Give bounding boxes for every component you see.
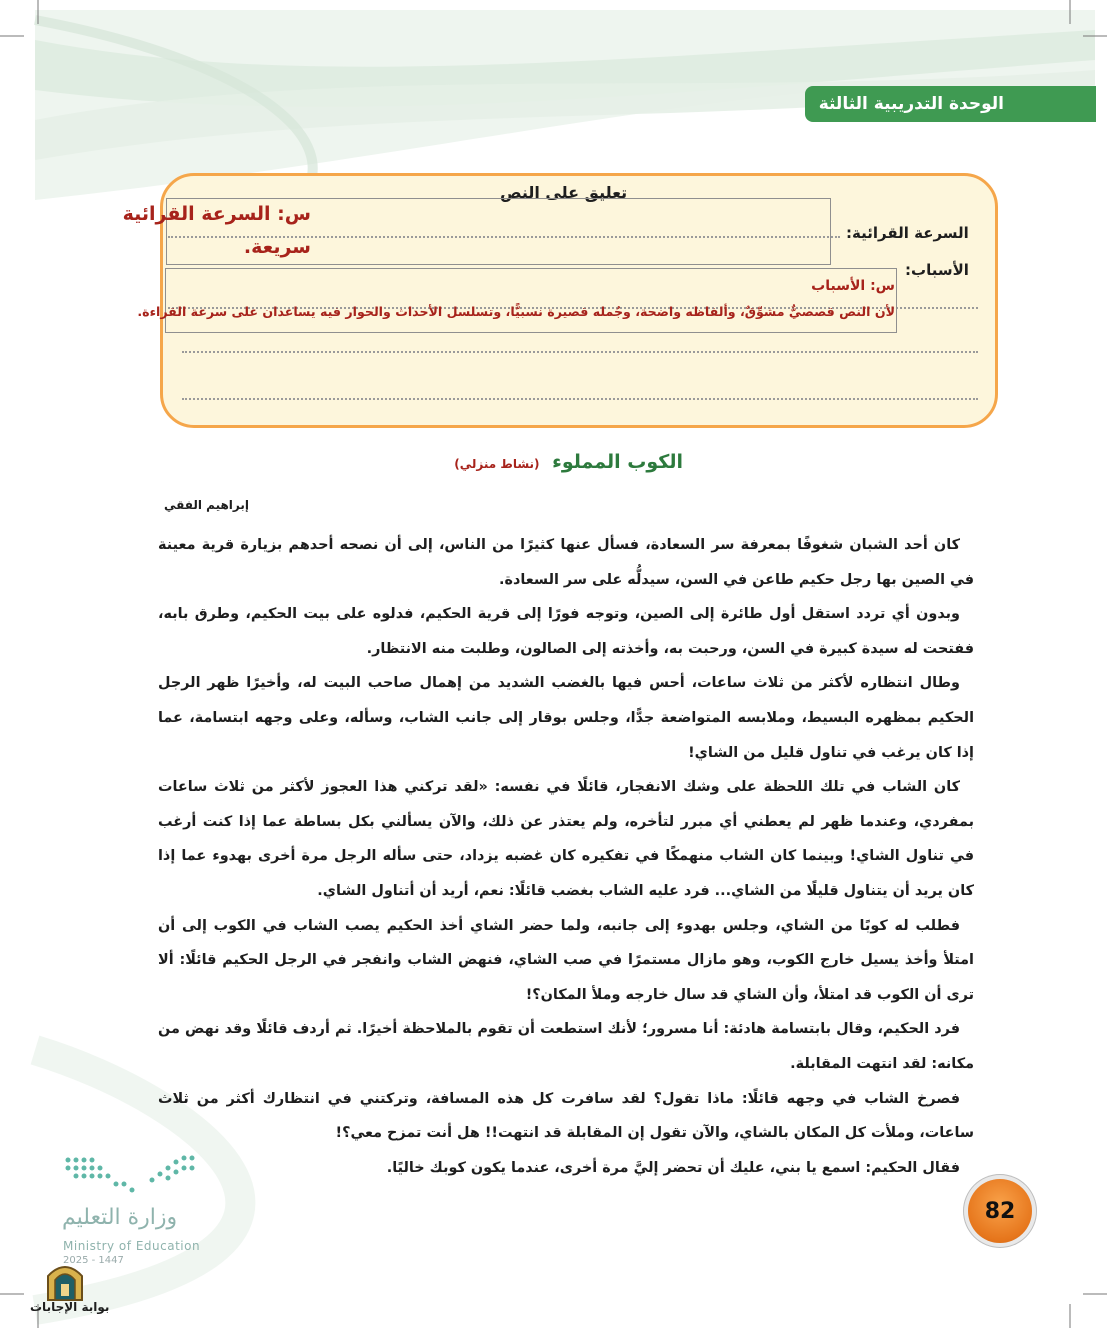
ministry-year: 2025 - 1447: [63, 1255, 124, 1266]
ministry-name-ar: وزارة التعليم: [62, 1205, 178, 1230]
dotted-line: [182, 351, 978, 353]
story-paragraph: كان الشاب في تلك اللحظة على وشك الانفجار، قائلًا في نفسه: «لقد تركني هذا العجوز لأكثر من ثلاث ساعات بمفردي، وعندما ظهر لم يعطني أي مبرر لتأخره، ولم يعتذر عن ذلك، والآن يسألني بكل بساطة عما إذا كنت أرغب في تناول الشاي! وبينما كان الشاب منهمكًا في تفكيره كان غضبه يزداد، حتى سأله الرجل مرة أخرى بهدوء عما إذا كان يريد أن يتناول قليلًا من الشاي... فرد عليه الشاب بغضب قائلًا: نعم، أريد أن أتناول الشاي.: [158, 779, 974, 899]
story-author: إبراهيم الفقي: [163, 498, 249, 512]
answer-speed-answer: سريعة.: [243, 236, 311, 258]
page-number: 82: [984, 1198, 1016, 1224]
page-number-badge: [968, 1179, 1032, 1243]
answers-gate-logo-icon: [44, 1258, 86, 1302]
unit-title-banner: [805, 86, 1096, 122]
story-paragraph: فصرخ الشاب في وجهه قائلًا: ماذا تقول؟ لقد سافرت كل هذه المسافة، وتركتني في انتظارك أكثر من ثلاث ساعات، وملأت كل المكان بالشاي، والآن تقول إن المقابلة قد انتهت!! هل أنت تمزح معي؟!: [158, 1090, 974, 1142]
story-title: الكوب المملوء: [552, 451, 683, 473]
answer-reasons-question: س: الأسباب: [811, 278, 895, 294]
answer-speed-question: س: السرعة القرائية: [122, 203, 311, 225]
unit-title: الوحدة التدريبية الثالثة: [818, 94, 1004, 114]
story-paragraph: فطلب له كوبًا من الشاي، وجلس بهدوء إلى جانبه، ولما حضر الشاي أخذ الحكيم يصب الشاب في الكوب إلى أن امتلأ وأخذ يسيل خارج الكوب، وهو مازال مستمرًا في صب الشاي، فنهض الشاب وانفجر في الرجل الحكيم قائلًا: ألا ترى أن الكوب قد امتلأ، وأن الشاي قد سال خارجه وملأ المكان؟!: [158, 917, 974, 1003]
answers-gate-label: بوابة الإجابات: [30, 1300, 110, 1314]
story-body: [158, 528, 974, 1185]
dotted-line: [182, 398, 978, 400]
answer-reasons-answer: لأن النص قصصيٌّ مشوِّقٌ، وألفاظه واضحة، وجُمله قصيرة نسبيًّا، وتسلسل الأحداث والحوار فيه يساعدان على سرعة القراءة.: [137, 304, 895, 319]
activity-tag: (نشاط منزلي): [454, 457, 540, 471]
story-paragraph: كان أحد الشبان شغوفًا بمعرفة سر السعادة، فسأل عنها كثيرًا من الناس، إلى أن نصحه أحدهم بزيارة قرية معينة في الصين بها رجل حكيم طاعن في السن، سيدلُّه على سر السعادة.: [158, 537, 974, 588]
story-title-line: [454, 451, 683, 473]
comment-box-title: تعليق على النص: [500, 183, 628, 202]
ministry-logo-icon: [62, 1150, 212, 1200]
label-reading-speed: السرعة القرائية:: [846, 224, 969, 242]
ministry-name-en: Ministry of Education: [63, 1239, 201, 1253]
story-paragraph: فقال الحكيم: اسمع يا بني، عليك أن تحضر إليَّ مرة أخرى، عندما يكون كوبك خاليًا.: [386, 1159, 960, 1176]
label-reasons: الأسباب:: [905, 261, 969, 279]
story-paragraph: فرد الحكيم، وقال بابتسامة هادئة: أنا مسرور؛ لأنك استطعت أن تقوم بالملاحظة أخيرًا. ثم أردف قائلًا وقد نهض من مكانه: لقد انتهت المقابلة.: [158, 1021, 974, 1072]
story-paragraph: وطال انتظاره لأكثر من ثلاث ساعات، أحس فيها بالغضب الشديد من إهمال صاحب البيت له، وأخيرًا ظهر الرجل الحكيم بمظهره البسيط، وملابسه المتواضعة جدًّا، وجلس بوقار إلى جانب الشاب، وسأله، وعلى وجهه ابتسامة، عما إذا كان يرغب في تناول قليل من الشاي!: [158, 675, 974, 761]
answer-box-reasons: [165, 268, 897, 333]
story-paragraph: وبدون أي تردد استقل أول طائرة إلى الصين، وتوجه فورًا إلى قرية الحكيم، فدلوه على بيت الحكيم، وطرق بابه، ففتحت له سيدة كبيرة في السن، ورحبت به، وأخذته إلى الصالون، وطلبت منه الانتظار.: [158, 606, 974, 657]
